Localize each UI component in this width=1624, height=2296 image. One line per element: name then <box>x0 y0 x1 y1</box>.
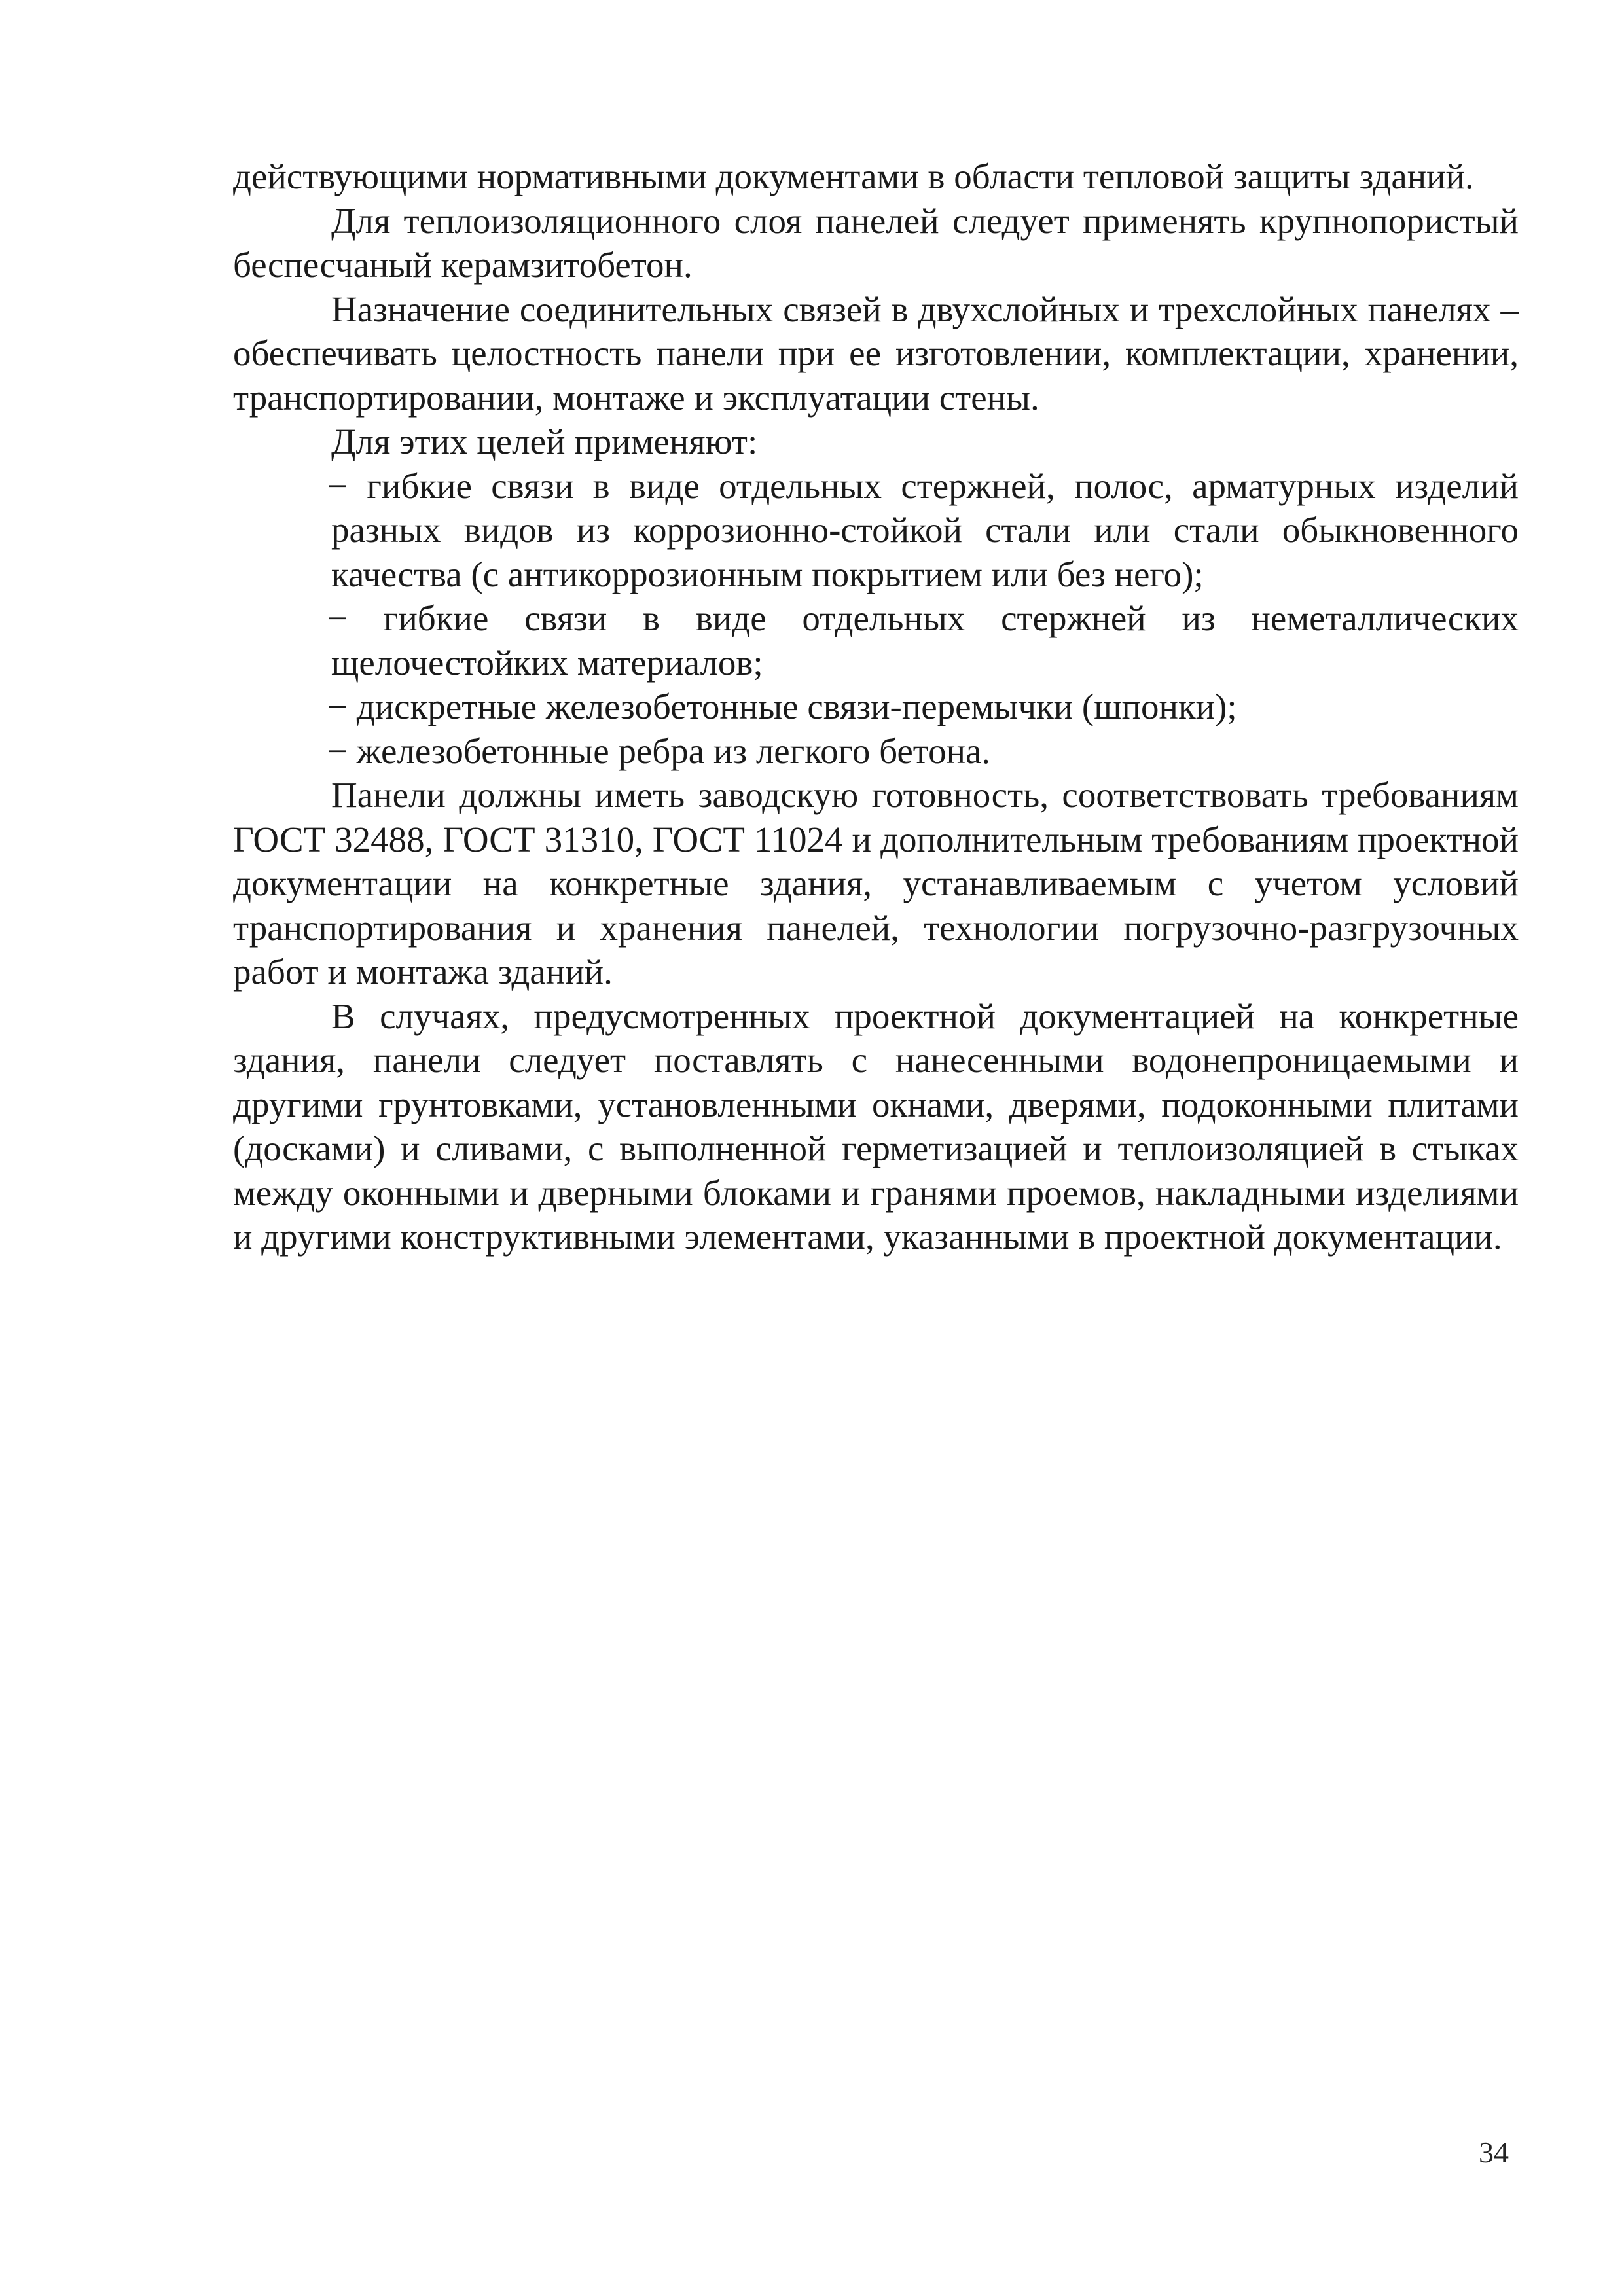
paragraph-connections-purpose: Назначение соединительных связей в двухслойных и трехслойных панелях – обеспечивать целостность панели при ее изготовлении, комплектации, хранении, транспортировании, монтаже и эксплуатации стены. <box>233 289 1519 418</box>
paragraph-continuation: действующими нормативными документами в области тепловой защиты зданий. <box>233 156 1474 196</box>
document-body <box>233 154 1519 1259</box>
paragraph-delivery-conditions: В случаях, предусмотренных проектной документацией на конкретные здания, панели следует поставлять с нанесенными водонепроницаемыми и другими грунтовками, установленными окнами, дверями, подоконными плитами (досками) и сливами, с выполненной герметизацией и теплоизоляцией в стыках между оконными и дверными блоками и гранями проемов, накладными изделиями и другими конструктивными элементами, указанными в проектной документации. <box>233 996 1519 1257</box>
list-item-flexible-nonmetal: − гибкие связи в виде отдельных стержней из неметаллических щелочестойких материалов; <box>327 598 1519 683</box>
list-item-discrete-keys: − дискретные железобетонные связи-перемычки (шпонки); <box>327 687 1237 726</box>
paragraph-list-intro: Для этих целей применяют: <box>331 422 758 461</box>
paragraph-insulation-layer: Для теплоизоляционного слоя панелей следует применять крупнопористый беспесчаный керамзитобетон. <box>233 200 1519 285</box>
list-item-concrete-ribs: − железобетонные ребра из легкого бетона. <box>327 730 991 771</box>
paragraph-factory-readiness: Панели должны иметь заводскую готовность, соответствовать требованиям ГОСТ 32488, ГОСТ 31310, ГОСТ 11024 и дополнительным требованиям проектной документации на конкретные здания, устанавливаемым с учетом условий транспортирования и хранения панелей, технологии погрузочно-разгрузочных работ и монтажа зданий. <box>233 775 1519 992</box>
page-number: 34 <box>1479 2136 1509 2169</box>
list-item-flexible-steel: − гибкие связи в виде отдельных стержней, полос, арматурных изделий разных видов из коррозионно-стойкой стали или стали обыкновенного качества (с антикоррозионным покрытием или без него); <box>327 465 1519 594</box>
